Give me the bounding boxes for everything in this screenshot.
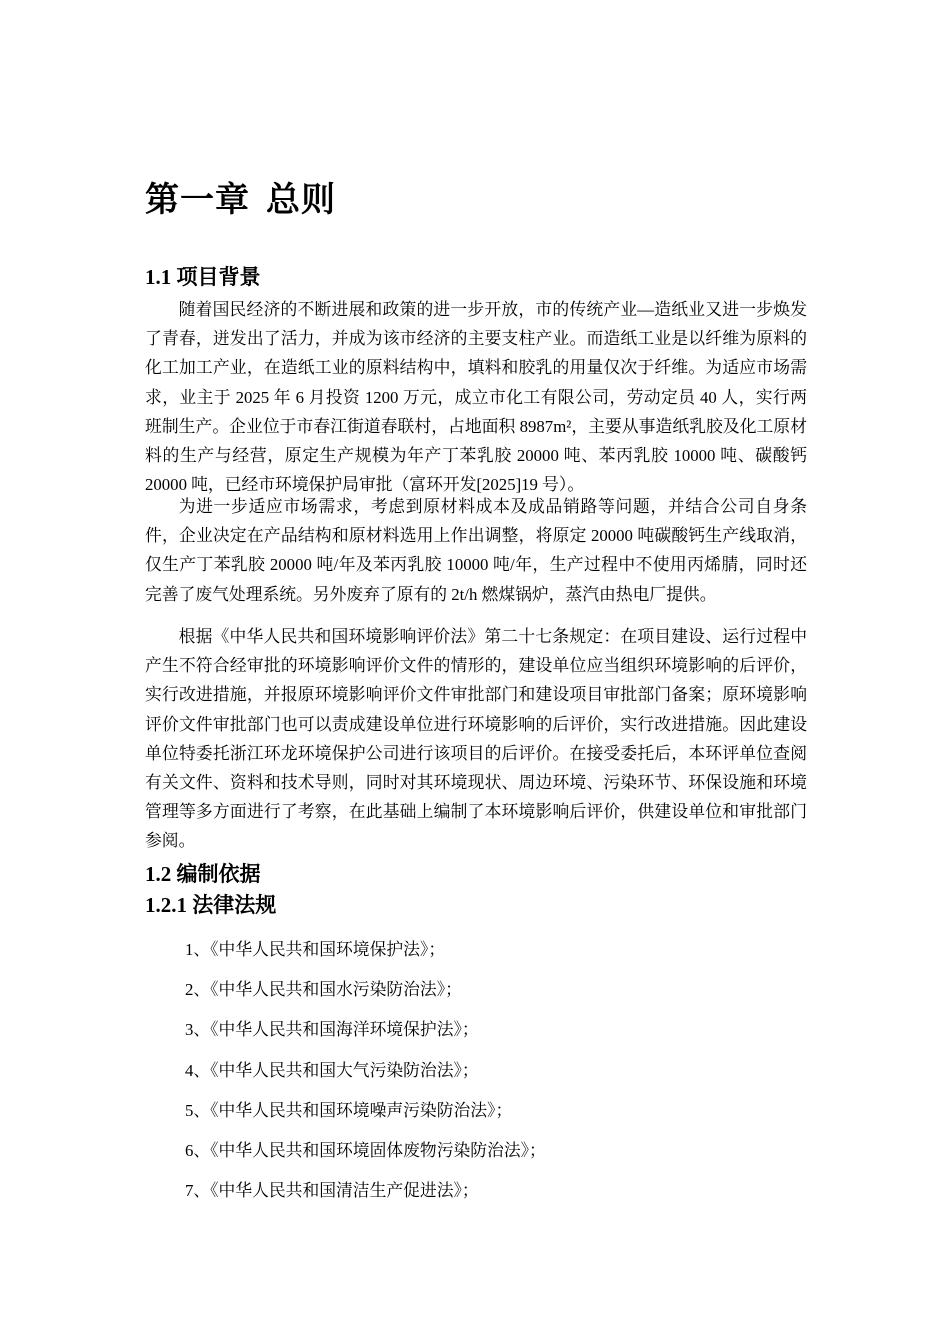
chapter-title [145,178,336,224]
list-item: 1、《中华人民共和国环境保护法》； [185,940,446,959]
law-list [185,930,546,1211]
list-item: 6、《中华人民共和国环境固体废物污染防治法》； [185,1140,546,1160]
paragraph-background-3: 根据《中华人民共和国环境影响评价法》第二十七条规定：在项目建设、运行过程中产生不符合经审批的环境影响评价文件的情形的，建设单位应当组织环境影响的后评价，实行改进措施，并报原环境影响评价文件审批部门和建设项目审批部门备案；原环境影响评价文件审批部门也可以责成建设单位进行环境影响的后评价，实行改进措施。因此建设单位特委托浙江环龙环境保护公司进行该项目的后评价。在接受委托后，本环评单位查阅有关文件、资料和技术导则，同时对其环境现状、周边环境、污染环节、环保设施和环境管理等多方面进行了考察，在此基础上编制了本环境影响后评价，供建设单位和审批部门参阅。 [145,627,807,851]
paragraph-background-1: 随着国民经济的不断进展和政策的进一步开放，市的传统产业—造纸业又进一步焕发了青春，迸发出了活力，并成为该市经济的主要支柱产业。而造纸工业是以纤维为原料的化工加工产业，在造纸工业的原料结构中，填料和胶乳的用量仅次于纤维。为适应市场需求，业主于 2025 年 6 月投资 1200 万元，成立市化工有限公司，劳动定员 40 人，实行两班制生产。企业位于市春江街道春联村，占地面积 8987m²，主要从事造纸乳胶及化工原材料的生产与经营，原定生产规模为年产丁苯乳胶 20000 吨、苯丙乳胶 10000 吨、碳酸钙 20000 吨，已经市环境保护局审批（富环开发[2025]19 号）。 [145,300,807,495]
chapter-number: 第一章 [145,182,250,219]
section-heading-1-2-1: 1.2.1 法律法规 [145,893,277,917]
paragraph-background-2: 为进一步适应市场需求，考虑到原材料成本及成品销路等问题，并结合公司自身条件，企业决定在产品结构和原材料选用上作出调整，将原定 20000 吨碳酸钙生产线取消，仅生产丁苯乳胶 20000 吨/年及苯丙乳胶 10000 吨/年，生产过程中不使用丙烯腈，同时还完善了废气处理系统。另外废弃了原有的 2t/h 燃煤锅炉，蒸汽由热电厂提供。 [145,497,807,604]
list-item: 3、《中华人民共和国海洋环境保护法》； [185,1020,479,1040]
list-item: 5、《中华人民共和国环境噪声污染防治法》； [185,1100,513,1120]
list-item: 4、《中华人民共和国大气污染防治法》； [185,1060,479,1080]
chapter-name: 总则 [266,182,336,219]
list-item: 7、《中华人民共和国清洁生产促进法》； [185,1181,479,1201]
section-heading-1-2: 1.2 编制依据 [145,862,261,886]
list-item: 2、《中华人民共和国水污染防治法》； [185,980,462,1000]
section-heading-1-1: 1.1 项目背景 [145,265,261,289]
